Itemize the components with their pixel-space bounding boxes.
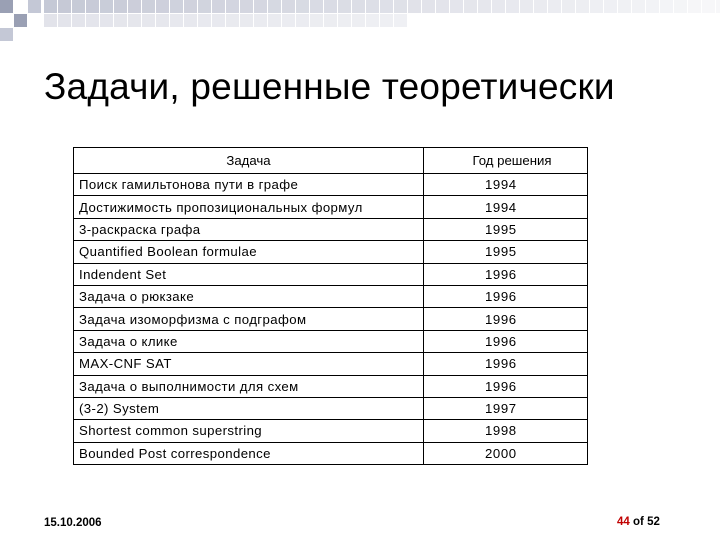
decor-square bbox=[324, 14, 337, 27]
task-cell: Достижимость пропозициональных формул bbox=[74, 196, 424, 218]
decor-square bbox=[44, 14, 57, 27]
decor-square bbox=[72, 0, 85, 13]
decor-square bbox=[520, 0, 533, 13]
decor-square bbox=[114, 0, 127, 13]
page-current: 44 bbox=[617, 516, 630, 528]
slide-title: Задачи, решенные теоретически bbox=[44, 66, 615, 107]
decor-square bbox=[296, 0, 309, 13]
header-decoration bbox=[0, 0, 720, 50]
page-separator: of bbox=[633, 516, 644, 528]
decor-square bbox=[184, 14, 197, 27]
task-cell: Задача о выполнимости для схем bbox=[74, 375, 424, 397]
decor-square bbox=[86, 0, 99, 13]
header-task: Задача bbox=[74, 148, 424, 174]
decor-square bbox=[58, 14, 71, 27]
year-cell: 1996 bbox=[424, 353, 588, 375]
decor-square bbox=[282, 14, 295, 27]
decor-square bbox=[128, 0, 141, 13]
decor-square bbox=[436, 0, 449, 13]
table-row bbox=[74, 174, 588, 196]
tasks-table bbox=[73, 147, 588, 465]
decor-square bbox=[254, 0, 267, 13]
table-row bbox=[74, 353, 588, 375]
header-year: Год решения bbox=[424, 148, 588, 174]
decor-square bbox=[142, 0, 155, 13]
year-cell: 1996 bbox=[424, 263, 588, 285]
decor-square bbox=[492, 0, 505, 13]
decor-square bbox=[548, 0, 561, 13]
year-cell: 1996 bbox=[424, 330, 588, 352]
decor-square bbox=[72, 14, 85, 27]
table-row bbox=[74, 442, 588, 464]
decor-square bbox=[450, 0, 463, 13]
year-cell: 1994 bbox=[424, 196, 588, 218]
decor-square bbox=[562, 0, 575, 13]
decor-square bbox=[310, 0, 323, 13]
decor-square bbox=[352, 14, 365, 27]
task-cell: MAX-CNF SAT bbox=[74, 353, 424, 375]
year-cell: 2000 bbox=[424, 442, 588, 464]
decor-square bbox=[604, 0, 617, 13]
decor-square bbox=[268, 0, 281, 13]
decor-square bbox=[590, 0, 603, 13]
table-header-row bbox=[74, 148, 588, 174]
decor-square bbox=[702, 0, 715, 13]
task-cell: Bounded Post correspondence bbox=[74, 442, 424, 464]
decor-square bbox=[14, 14, 27, 27]
table-row bbox=[74, 263, 588, 285]
decor-square bbox=[282, 0, 295, 13]
decor-square bbox=[28, 0, 41, 13]
footer-date: 15.10.2006 bbox=[44, 517, 102, 529]
table-row bbox=[74, 196, 588, 218]
decor-square bbox=[198, 14, 211, 27]
year-cell: 1996 bbox=[424, 375, 588, 397]
decor-square bbox=[408, 0, 421, 13]
table-row bbox=[74, 218, 588, 240]
decor-square bbox=[688, 0, 701, 13]
decor-square bbox=[534, 0, 547, 13]
task-cell: Задача о рюкзаке bbox=[74, 285, 424, 307]
task-cell: Поиск гамильтонова пути в графе bbox=[74, 174, 424, 196]
decor-square bbox=[296, 14, 309, 27]
decor-square bbox=[156, 0, 169, 13]
decor-square bbox=[128, 14, 141, 27]
decor-square bbox=[170, 0, 183, 13]
task-cell: Задача изоморфизма с подграфом bbox=[74, 308, 424, 330]
decor-square bbox=[58, 0, 71, 13]
decor-square bbox=[478, 0, 491, 13]
decor-square bbox=[366, 14, 379, 27]
decor-square bbox=[618, 0, 631, 13]
decor-square bbox=[114, 14, 127, 27]
decor-square bbox=[338, 14, 351, 27]
decor-square bbox=[660, 0, 673, 13]
year-cell: 1996 bbox=[424, 285, 588, 307]
decor-square bbox=[380, 14, 393, 27]
table-row bbox=[74, 397, 588, 419]
decor-square bbox=[184, 0, 197, 13]
decor-square bbox=[170, 14, 183, 27]
task-cell: 3-раскраска графа bbox=[74, 218, 424, 240]
decor-square bbox=[310, 14, 323, 27]
decor-square bbox=[240, 0, 253, 13]
year-cell: 1998 bbox=[424, 420, 588, 442]
decor-square bbox=[422, 0, 435, 13]
decor-square bbox=[394, 0, 407, 13]
year-cell: 1994 bbox=[424, 174, 588, 196]
year-cell: 1995 bbox=[424, 241, 588, 263]
decor-square bbox=[254, 14, 267, 27]
decor-square bbox=[394, 14, 407, 27]
decor-square bbox=[240, 14, 253, 27]
decor-square bbox=[226, 0, 239, 13]
page-total: 52 bbox=[647, 516, 660, 528]
decor-square bbox=[352, 0, 365, 13]
decor-square bbox=[576, 0, 589, 13]
decor-square bbox=[716, 0, 720, 13]
decor-square bbox=[156, 14, 169, 27]
task-cell: Indendent Set bbox=[74, 263, 424, 285]
decor-square bbox=[0, 28, 13, 41]
decor-square bbox=[646, 0, 659, 13]
decor-square bbox=[100, 14, 113, 27]
year-cell: 1995 bbox=[424, 218, 588, 240]
decor-square bbox=[212, 14, 225, 27]
decor-square bbox=[212, 0, 225, 13]
decor-square bbox=[506, 0, 519, 13]
year-cell: 1996 bbox=[424, 308, 588, 330]
decor-square bbox=[464, 0, 477, 13]
decor-square bbox=[226, 14, 239, 27]
decor-square bbox=[268, 14, 281, 27]
decor-square bbox=[674, 0, 687, 13]
table-row bbox=[74, 420, 588, 442]
task-cell: Quantified Boolean formulae bbox=[74, 241, 424, 263]
table-row bbox=[74, 375, 588, 397]
table-row bbox=[74, 330, 588, 352]
page-counter bbox=[617, 516, 660, 528]
decor-square bbox=[324, 0, 337, 13]
decor-square bbox=[86, 14, 99, 27]
table-row bbox=[74, 285, 588, 307]
table-row bbox=[74, 241, 588, 263]
task-cell: (3-2) System bbox=[74, 397, 424, 419]
decor-square bbox=[0, 0, 13, 13]
decor-square bbox=[198, 0, 211, 13]
decor-square bbox=[632, 0, 645, 13]
task-cell: Shortest common superstring bbox=[74, 420, 424, 442]
decor-square bbox=[366, 0, 379, 13]
decor-square bbox=[142, 14, 155, 27]
decor-square bbox=[44, 0, 57, 13]
table-row bbox=[74, 308, 588, 330]
decor-square bbox=[380, 0, 393, 13]
decor-square bbox=[338, 0, 351, 13]
decor-square bbox=[100, 0, 113, 13]
task-cell: Задача о клике bbox=[74, 330, 424, 352]
year-cell: 1997 bbox=[424, 397, 588, 419]
